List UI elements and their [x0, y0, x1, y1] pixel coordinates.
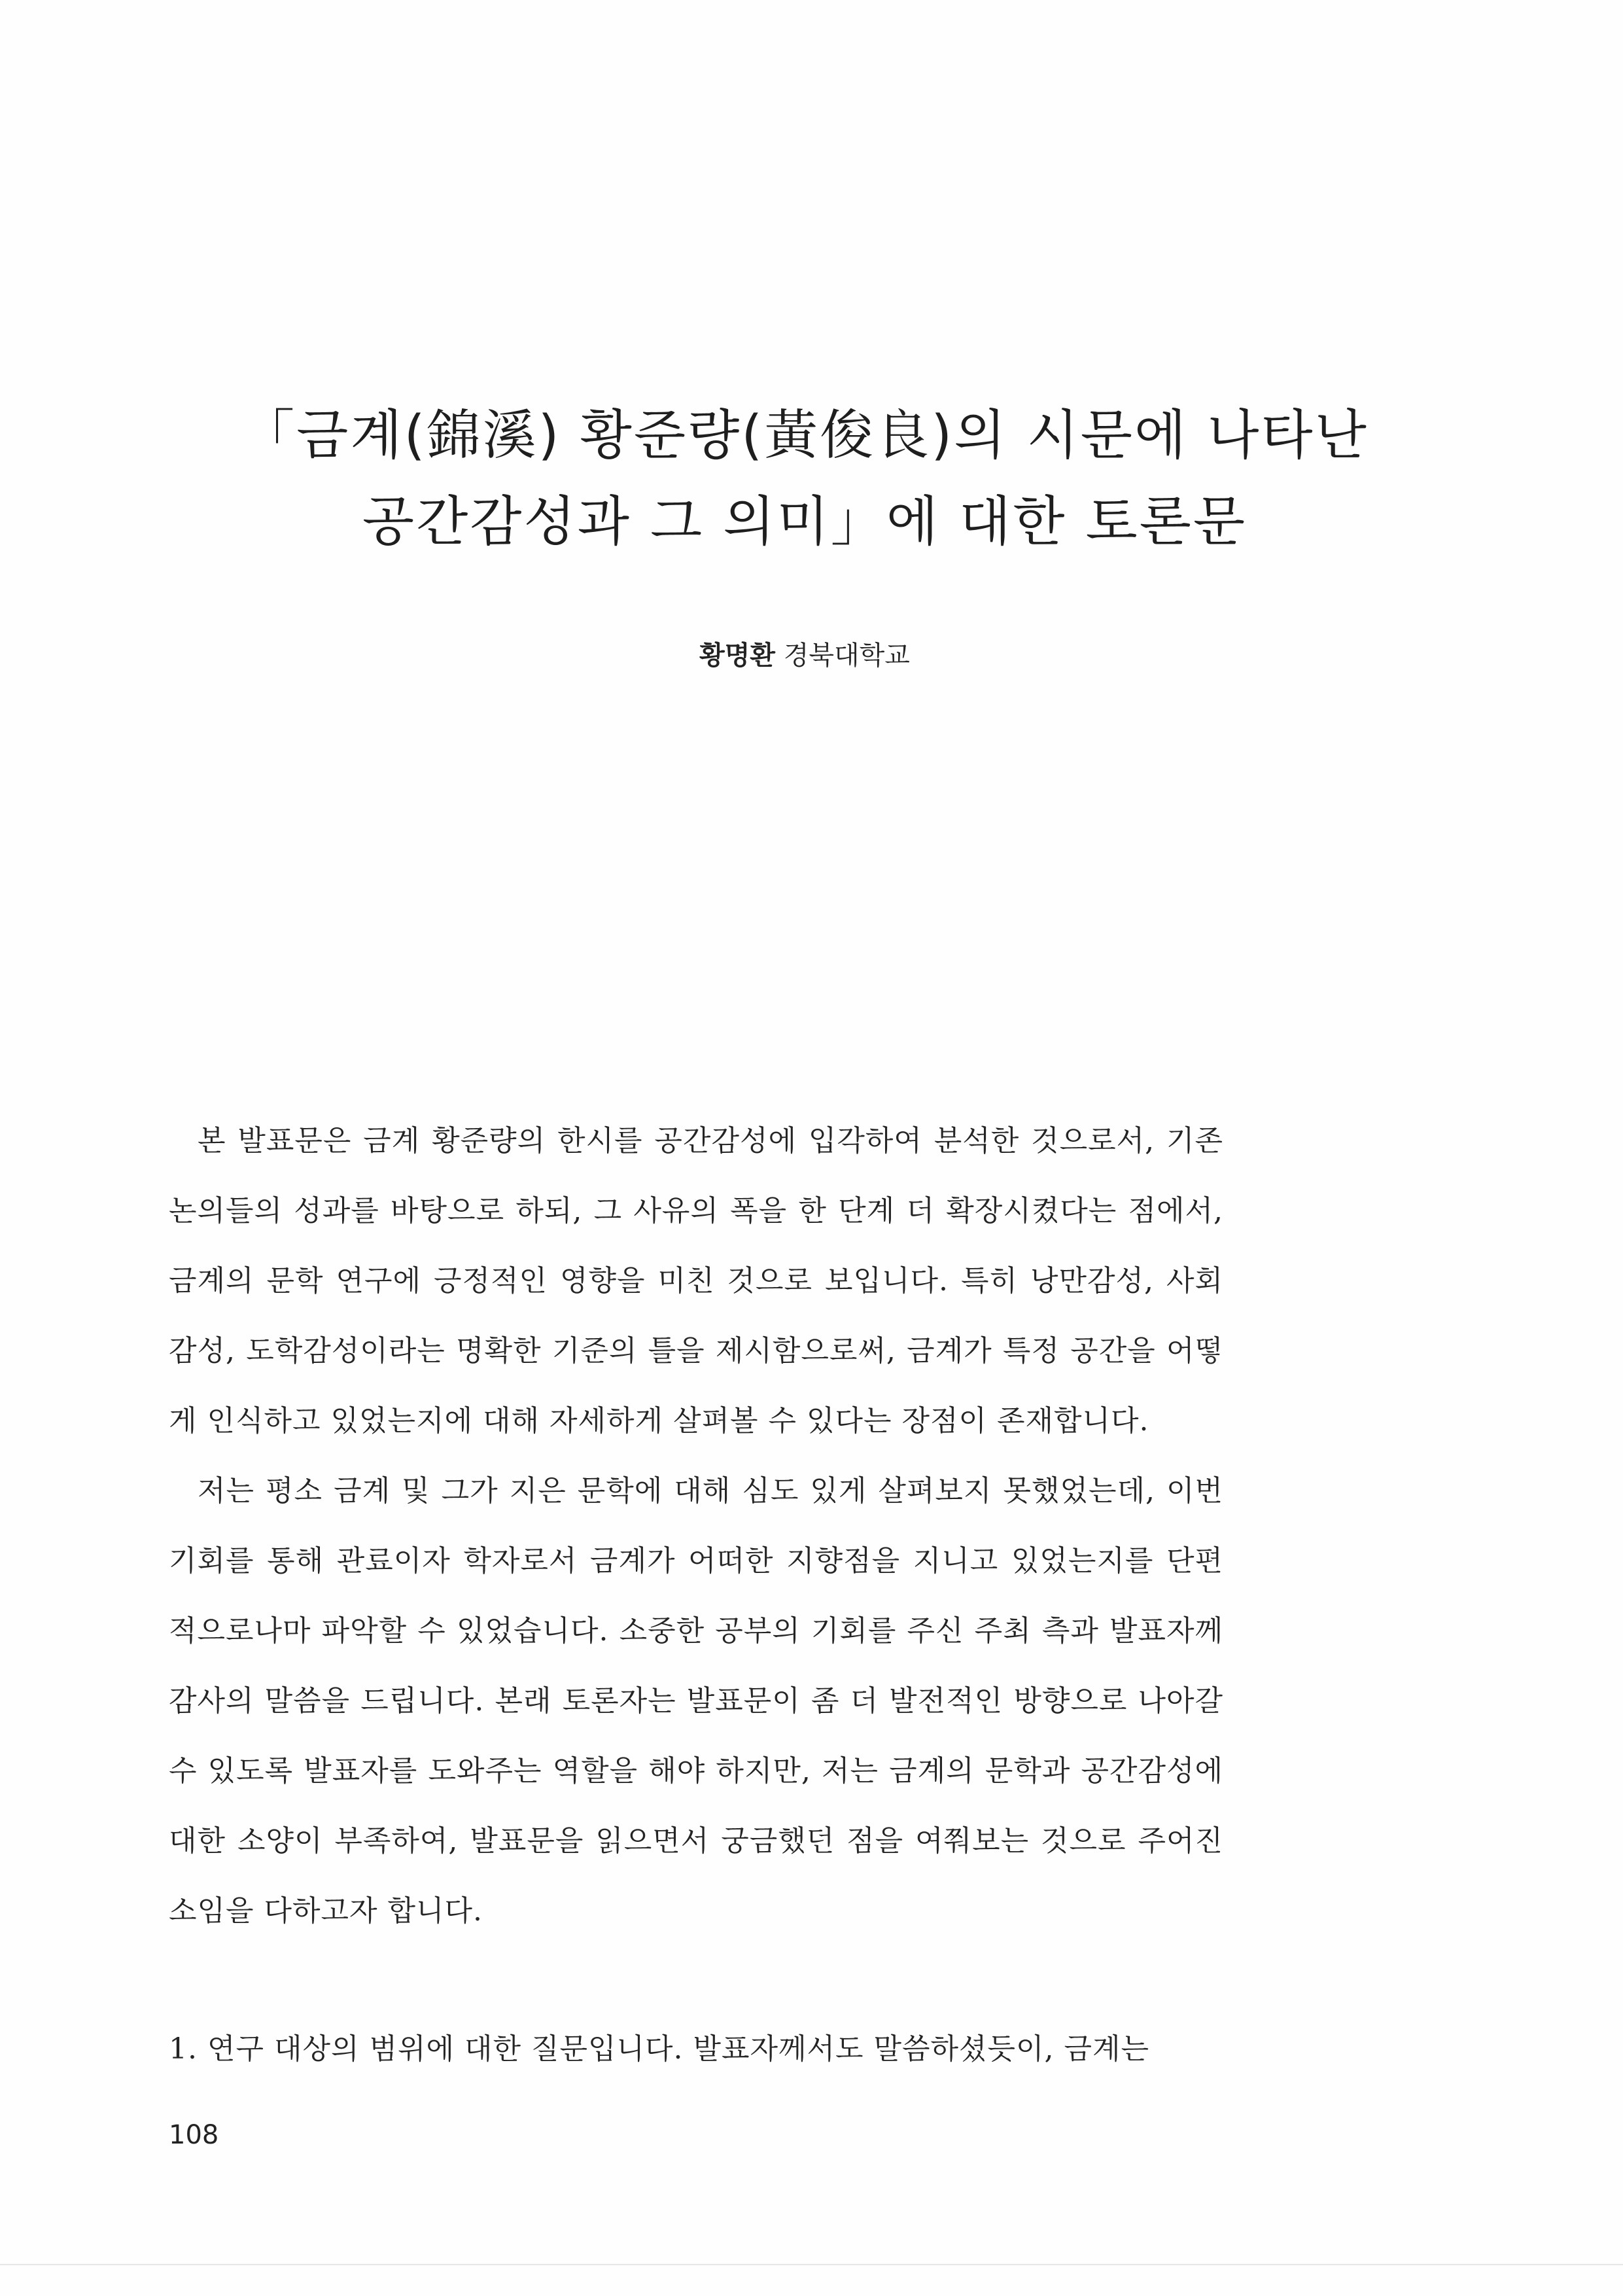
- author-affiliation: 경북대학교: [783, 641, 910, 671]
- body-text: [169, 1106, 1223, 2084]
- title-line-1: 「금계(錦溪) 황준량(黃俊良)의 시문에 나타난: [241, 404, 1369, 467]
- question-1: 1. 연구 대상의 범위에 대한 질문입니다. 발표자께서도 말씀하셨듯이, 금계는: [169, 2032, 1149, 2066]
- paragraph-1: 본 발표문은 금계 황준량의 한시를 공간감성에 입각하여 분석한 것으로서, 기존 논의들의 성과를 바탕으로 하되, 그 사유의 폭을 한 단계 더 확장시켰다는 점에서, 금계의 문학 연구에 긍정적인 영향을 미친 것으로 보입니다. 특히 낭만감성, 사회감성, 도학감성이라는 명확한 기준의 틀을 제시함으로써, 금계가 특정 공간을 어떻게 인식하고 있었는지에 대해 자세하게 살펴볼 수 있다는 장점이 존재합니다.: [169, 1124, 1223, 1438]
- title-line-2: 공간감성과 그 의미」에 대한 토론문: [362, 491, 1248, 553]
- page-bottom-edge: [0, 2264, 1623, 2265]
- page-number: 108: [169, 2120, 219, 2150]
- author-byline: [131, 636, 1478, 675]
- author-name: 황명환: [699, 641, 775, 671]
- paragraph-2: 저는 평소 금계 및 그가 지은 문학에 대해 심도 있게 살펴보지 못했었는데, 이번 기회를 통해 관료이자 학자로서 금계가 어떠한 지향점을 지니고 있었는지를 단편적으로나마 파악할 수 있었습니다. 소중한 공부의 기회를 주신 주최 측과 발표자께 감사의 말씀을 드립니다. 본래 토론자는 발표문이 좀 더 발전적인 방향으로 나아갈 수 있도록 발표자를 도와주는 역할을 해야 하지만, 저는 금계의 문학과 공간감성에 대한 소양이 부족하여, 발표문을 읽으면서 궁금했던 점을 여쭤보는 것으로 주어진 소임을 다하고자 합니다.: [169, 1474, 1223, 1928]
- document-title: [131, 393, 1478, 565]
